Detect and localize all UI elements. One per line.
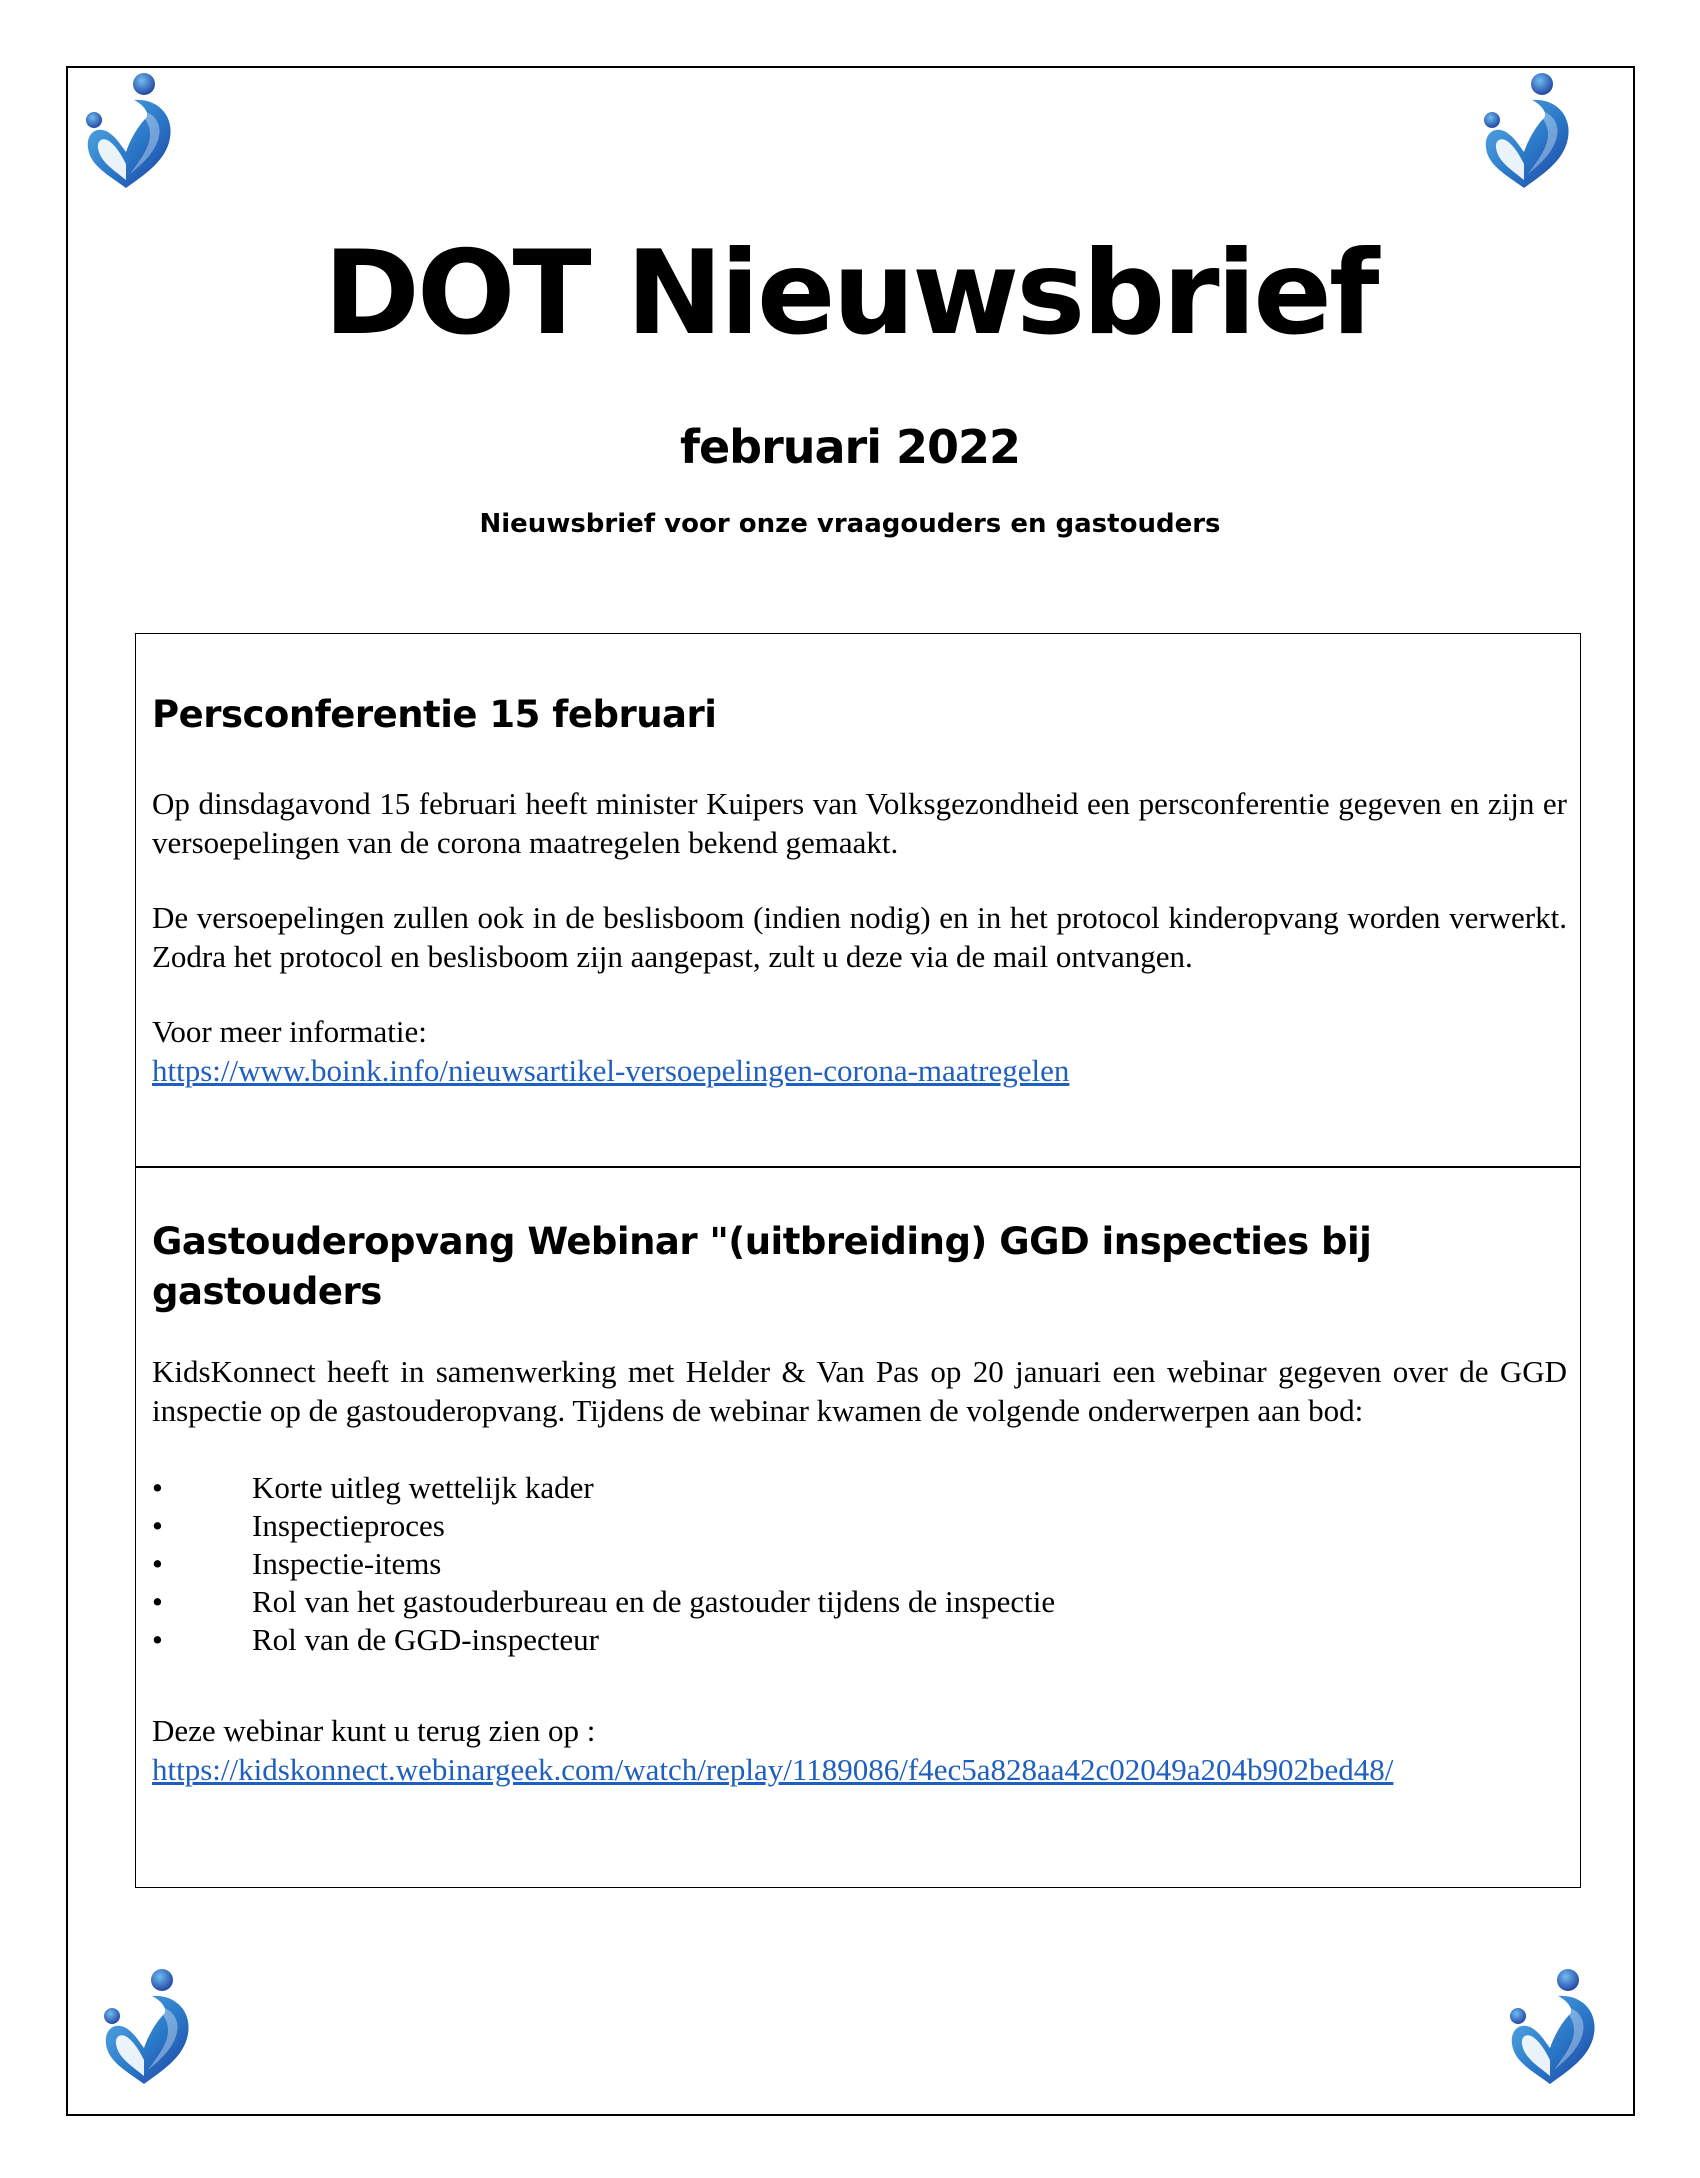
webinar-replay-link[interactable]: https://kidskonnect.webinargeek.com/watch/replay/1189086/f4ec5a828aa42c02049a204b902bed48/ bbox=[152, 1752, 1394, 1787]
family-heart-logo-icon bbox=[76, 70, 186, 192]
section-persconferentie bbox=[135, 633, 1581, 1168]
section-paragraph: Op dinsdagavond 15 februari heeft minister Kuipers van Volksgezondheid een persconferentie gegeven en zijn er versoepelingen van de corona maatregelen bekend gemaakt. bbox=[152, 786, 1567, 860]
bullet-icon: • bbox=[152, 1470, 163, 1505]
family-heart-logo-icon bbox=[1500, 1966, 1610, 2088]
replay-label: Deze webinar kunt u terug zien op : bbox=[152, 1713, 596, 1748]
list-item bbox=[152, 1621, 1055, 1659]
topic-list bbox=[152, 1469, 1055, 1659]
list-item-text: Inspectie-items bbox=[252, 1546, 442, 1581]
section-heading: Gastouderopvang Webinar "(uitbreiding) GGD inspecties bij gastouders bbox=[152, 1220, 1372, 1313]
list-item bbox=[152, 1469, 1055, 1507]
list-item-text: Rol van het gastouderbureau en de gastouder tijdens de inspectie bbox=[252, 1584, 1056, 1619]
bullet-icon: • bbox=[152, 1508, 163, 1543]
list-item bbox=[152, 1507, 1055, 1545]
more-info-label: Voor meer informatie: bbox=[152, 1014, 427, 1049]
list-item-text: Inspectieproces bbox=[252, 1508, 445, 1543]
list-item-text: Rol van de GGD-inspecteur bbox=[252, 1622, 599, 1657]
bullet-icon: • bbox=[152, 1584, 163, 1619]
section-webinar bbox=[135, 1166, 1581, 1888]
family-heart-logo-icon bbox=[94, 1966, 204, 2088]
section-heading: Persconferentie 15 februari bbox=[152, 693, 717, 736]
bullet-icon: • bbox=[152, 1546, 163, 1581]
list-item-text: Korte uitleg wettelijk kader bbox=[252, 1470, 594, 1505]
list-item bbox=[152, 1583, 1055, 1621]
newsletter-title: DOT Nieuwsbrief bbox=[323, 226, 1377, 361]
bullet-icon: • bbox=[152, 1622, 163, 1657]
section-paragraph: De versoepelingen zullen ook in de beslisboom (indien nodig) en in het protocol kinderopvang worden verwerkt. Zodra het protocol en beslisboom zijn aangepast, zult u deze via de mail ontvangen. bbox=[152, 900, 1567, 974]
section-paragraph: KidsKonnect heeft in samenwerking met Helder & Van Pas op 20 januari een webinar gegeven over de GGD inspectie op de gastouderopvang. Tijdens de webinar kwamen de volgende onderwerpen aan bod: bbox=[152, 1354, 1567, 1428]
list-item bbox=[152, 1545, 1055, 1583]
boink-article-link[interactable]: https://www.boink.info/nieuwsartikel-versoepelingen-corona-maatregelen bbox=[152, 1053, 1070, 1088]
newsletter-tagline: Nieuwsbrief voor onze vraagouders en gastouders bbox=[479, 509, 1221, 539]
newsletter-date: februari 2022 bbox=[679, 420, 1021, 474]
family-heart-logo-icon bbox=[1474, 70, 1584, 192]
